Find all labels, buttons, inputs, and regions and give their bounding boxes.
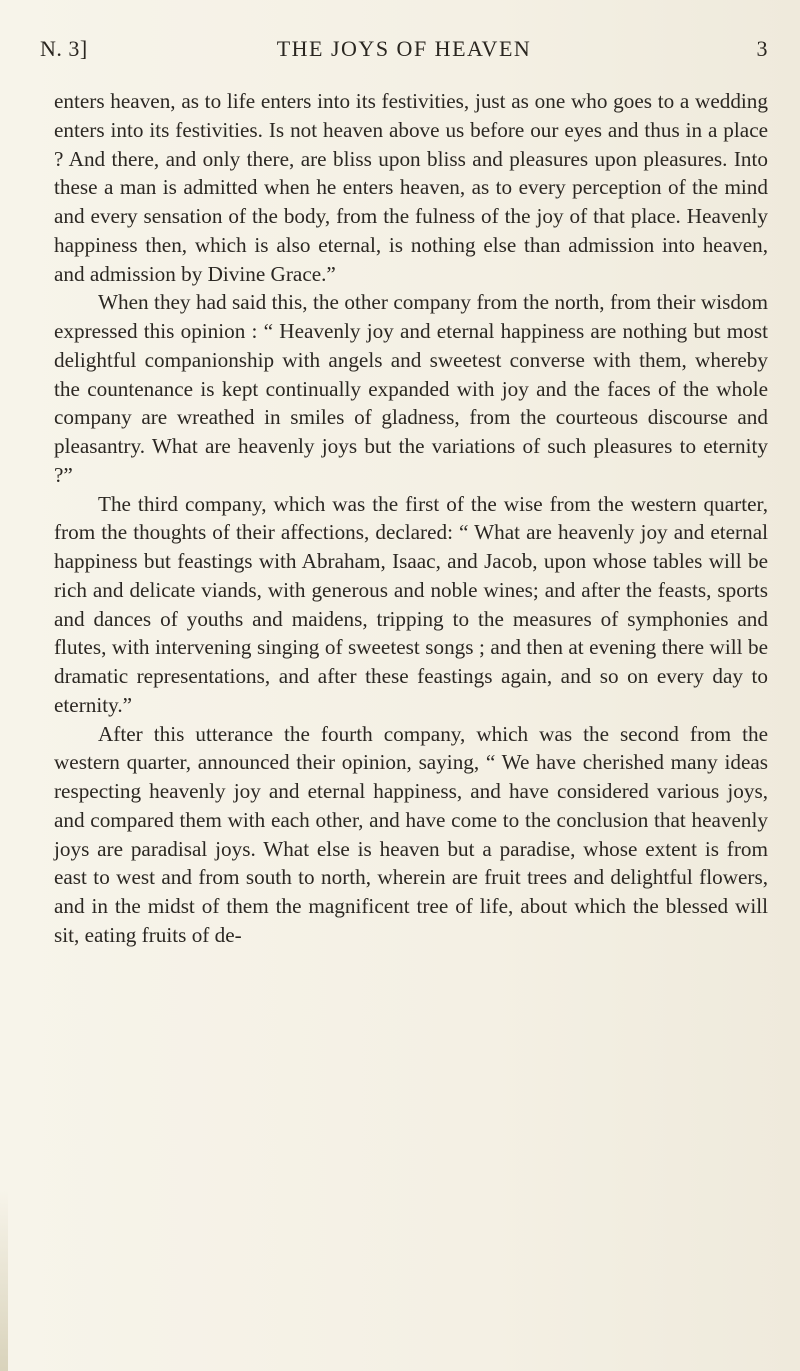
page-number: 3 xyxy=(756,36,768,61)
body-text xyxy=(54,87,768,950)
running-head xyxy=(40,36,768,66)
paragraph-third-company: The third company, which was the first of the wise from the western quarter, from the thoughts of their affections, declared: “ What are heavenly joy and eternal happiness but feastings with Abraham, Isaac, and Jacob, upon whose tables will be rich and delicate viands, with generous and noble wines; and after the feasts, sports and dances of youths and maidens, tripping to the measures of symphonies and flutes, with intervening singing of sweetest songs ; and then at evening there will be dramatic representations, and after these feastings again, and so on every day to eternity.” xyxy=(54,491,768,717)
paragraph-fourth-company: After this utterance the fourth company, which was the second from the western quarter, announced their opinion, saying, “ We have cherished many ideas respecting heavenly joy and eternal happiness, and have considered various joys, and compared them with each other, and have come to the conclusion that heavenly joys are paradisal joys. What else is heaven but a paradise, whose extent is from east to west and from south to north, wherein are fruit trees and delightful flowers, and in the midst of them the magnificent tree of life, about which the blessed will sit, eating fruits of de- xyxy=(54,721,768,947)
running-head-section: N. 3] xyxy=(40,36,88,61)
paragraph-continuation: enters heaven, as to life enters into its festivities, just as one who goes to a wedding enters into its festivities. Is not heaven above us before our eyes and thus in a place ? And there, and only there, are bliss upon bliss and pleasures upon pleasures. Into these a man is admitted when he enters heaven, as to every perception of the mind and every sensation of the body, from the fulness of the joy of that place. Heavenly happiness then, which is also eternal, is nothing else than admission into heaven, and admission by Divine Grace.” xyxy=(54,89,768,286)
running-head-title: THE JOYS OF HEAVEN xyxy=(276,36,532,61)
page-edge-shadow xyxy=(0,1190,8,1371)
paragraph-north-company: When they had said this, the other company from the north, from their wisdom expressed this opinion : “ Heavenly joy and eternal happiness are nothing but most delightful companionship with angels and sweetest converse with them, whereby the countenance is kept continually expanded with joy and the faces of the whole company are wreathed in smiles of gladness, from the courteous discourse and pleasantry. What are heavenly joys but the variations of such pleasures to eternity ?” xyxy=(54,290,768,487)
